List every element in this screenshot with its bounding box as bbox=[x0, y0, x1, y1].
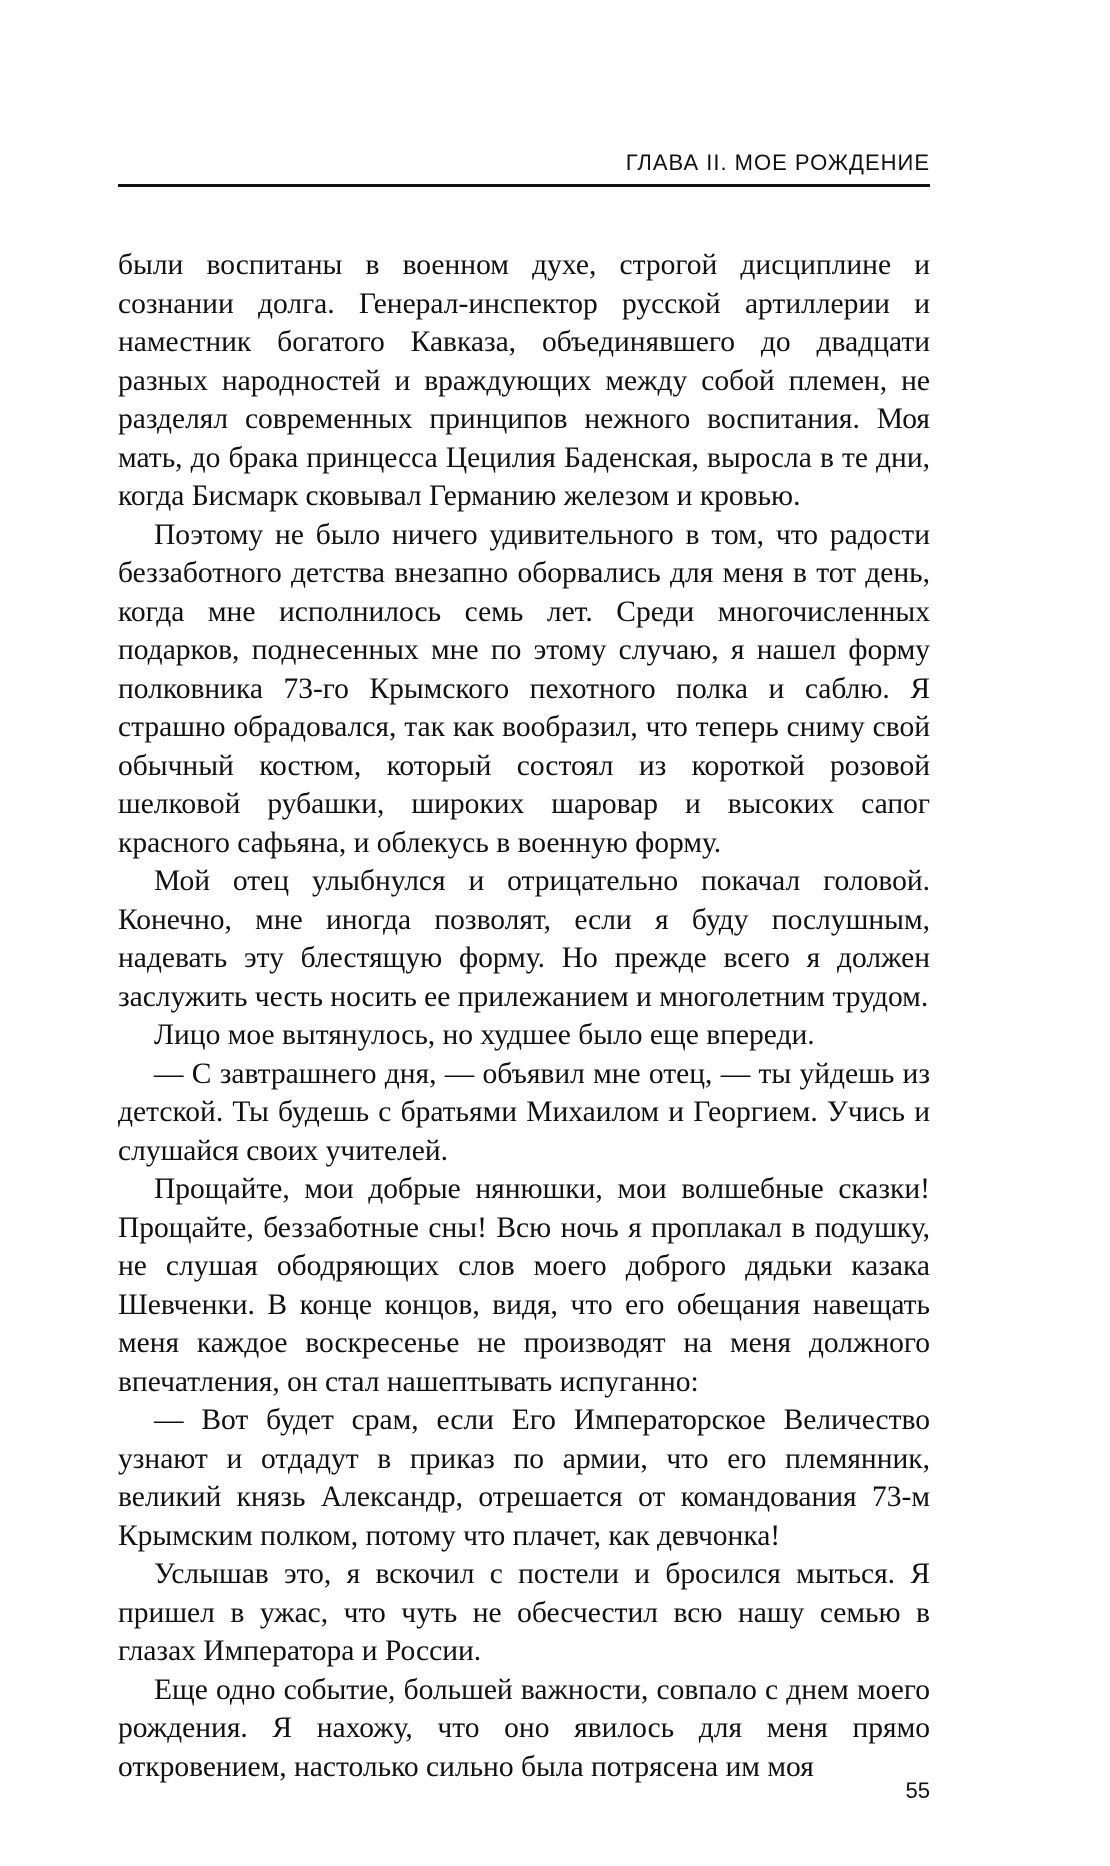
header-rule bbox=[118, 184, 930, 187]
running-header: ГЛАВА II. МОЕ РОЖДЕНИЕ bbox=[625, 150, 930, 175]
paragraph: Еще одно событие, большей важности, совпало с днем моего рождения. Я нахожу, что оно явилось для меня прямо откровением, настолько сильно была потрясена им моя bbox=[118, 1673, 930, 1783]
paragraph: Поэтому не было ничего удивительного в том, что радости беззаботного детства внезапно оборвались для меня в тот день, когда мне исполнилось семь лет. Среди многочисленных подарков, поднесенных мне по этому случаю, я нашел форму полковника 73-го Крымского пехотного полка и саблю. Я страшно обрадовался, так как вообразил, что теперь сниму свой обычный костюм, который состоял из короткой розовой шелковой рубашки, широких шаровар и высоких сапог красного сафьяна, и облекусь в военную форму. bbox=[118, 518, 930, 859]
paragraph: Мой отец улыбнулся и отрицательно покачал головой. Конечно, мне иногда позволят, если я буду послушным, надевать эту блестящую форму. Но прежде всего я должен заслужить честь носить ее прилежанием и многолетним трудом. bbox=[118, 865, 930, 1013]
dialog-paragraph: — Вот будет срам, если Его Императорское Величество узнают и отдадут в приказ по армии, что его племянник, великий князь Александр, отрешается от командования 73-м Крымским полком, потому что плачет, как девчонка! bbox=[118, 1404, 930, 1552]
paragraph: Прощайте, мои добрые нянюшки, мои волшебные сказки! Прощайте, беззаботные сны! Всю ночь я проплакал в подушку, не слушая ободряющих слов моего доброго дядьки казака Шевченки. В конце концов, видя, что его обещания навещать меня каждое воскресенье не производят на меня должного впечатления, он стал нашептывать испуганно: bbox=[118, 1173, 930, 1398]
dialog-paragraph: — С завтрашнего дня, — объявил мне отец, — ты уйдешь из детской. Ты будешь с братьями Михаилом и Георгием. Учись и слушайся своих учителей. bbox=[118, 1057, 930, 1167]
paragraph: были воспитаны в военном духе, строгой дисциплине и сознании долга. Генерал-инспектор русской артиллерии и наместник богатого Кавказа, объединявшего до двадцати разных народностей и враждующих между собой племен, не разделял современных принципов нежного воспитания. Моя мать, до брака принцесса Цецилия Баденская, выросла в те дни, когда Бисмарк сковывал Германию железом и кровью. bbox=[118, 249, 930, 512]
paragraph: Услышав это, я вскочил с постели и бросился мыться. Я пришел в ужас, что чуть не обесчестил всю нашу семью в глазах Императора и России. bbox=[118, 1558, 930, 1667]
page-number: 55 bbox=[905, 1778, 930, 1803]
page-body bbox=[118, 246, 930, 1786]
paragraph: Лицо мое вытянулось, но худшее было еще впереди. bbox=[154, 1019, 815, 1051]
